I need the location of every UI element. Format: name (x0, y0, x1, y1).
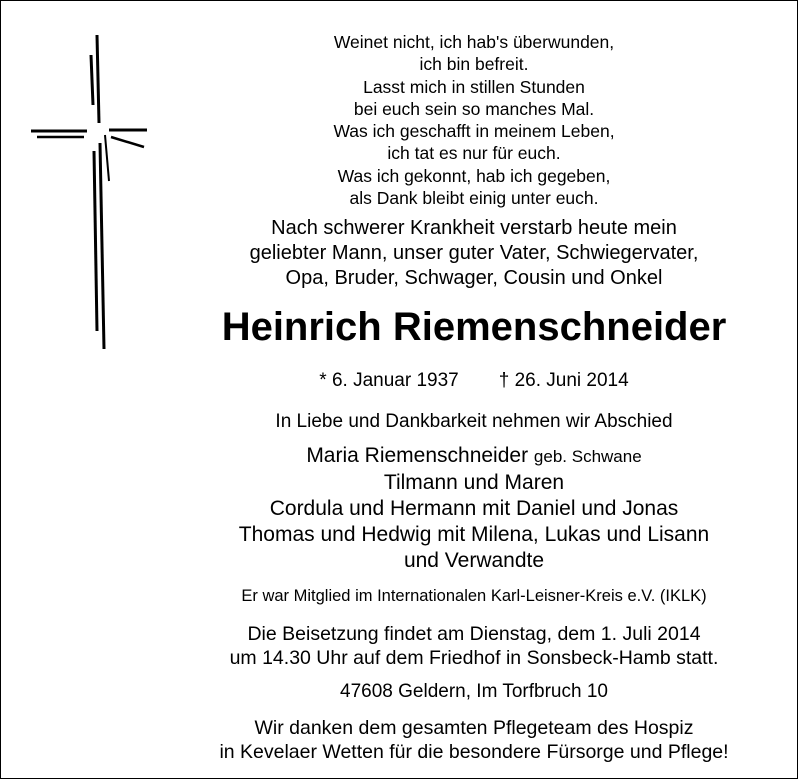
poem-line: Weinet nicht, ich hab's überwunden, (333, 32, 615, 52)
birth-date: * 6. Januar 1937 (319, 370, 459, 391)
cross-icon (29, 31, 149, 356)
family-line: Tilmann und Maren (383, 471, 565, 494)
funeral-line: Die Beisetzung findet am Dienstag, dem 1. Juli 2014 (247, 623, 701, 645)
intro-line: Nach schwerer Krankheit verstarb heute mein (271, 217, 677, 239)
spouse-maiden-name: geb. Schwane (533, 447, 642, 466)
poem-line: Was ich gekonnt, hab ich gegeben, (337, 165, 611, 186)
spouse-name: Maria Riemenschneider (306, 444, 529, 467)
membership-note: Er war Mitglied im Internationalen Karl-Leisner-Kreis e.V. (IKLK) (241, 587, 707, 605)
thanks-note (171, 716, 777, 764)
life-dates (171, 369, 777, 393)
poem-line: ich tat es nur für euch. (387, 143, 561, 164)
poem-line: ich bin befreit. (419, 54, 529, 75)
funeral-info (171, 622, 777, 670)
thanks-line: in Kevelaer Wetten für die besondere Fürsorge und Pflege! (219, 741, 729, 763)
intro-line: geliebter Mann, unser guter Vater, Schwiegervater, (249, 242, 699, 264)
poem-line: Was ich geschafft in meinem Leben, (333, 121, 615, 142)
poem-line: bei euch sein so manches Mal. (353, 98, 595, 119)
thanks-line: Wir danken dem gesamten Pflegeteam des Hospiz (254, 717, 694, 739)
poem-line: als Dank bleibt einig unter euch. (349, 188, 599, 209)
spouse-line (171, 443, 777, 470)
intro-text (171, 216, 777, 291)
intro-line: Opa, Bruder, Schwager, Cousin und Onkel (285, 267, 663, 289)
death-date: † 26. Juni 2014 (498, 370, 629, 391)
deceased-name: Heinrich Riemenschneider (221, 305, 727, 349)
address: 47608 Geldern, Im Torfbruch 10 (340, 681, 608, 702)
poem (171, 31, 777, 209)
family-line: und Verwandte (403, 549, 545, 572)
funeral-line: um 14.30 Uhr auf dem Friedhof in Sonsbeck-Hamb statt. (229, 647, 719, 669)
farewell-line: In Liebe und Dankbarkeit nehmen wir Abschied (275, 411, 673, 432)
poem-line: Lasst mich in stillen Stunden (363, 76, 585, 97)
family-list (171, 443, 777, 574)
family-line: Cordula und Hermann mit Daniel und Jonas (269, 497, 679, 520)
family-line: Thomas und Hedwig mit Milena, Lukas und Lisann (238, 523, 710, 546)
